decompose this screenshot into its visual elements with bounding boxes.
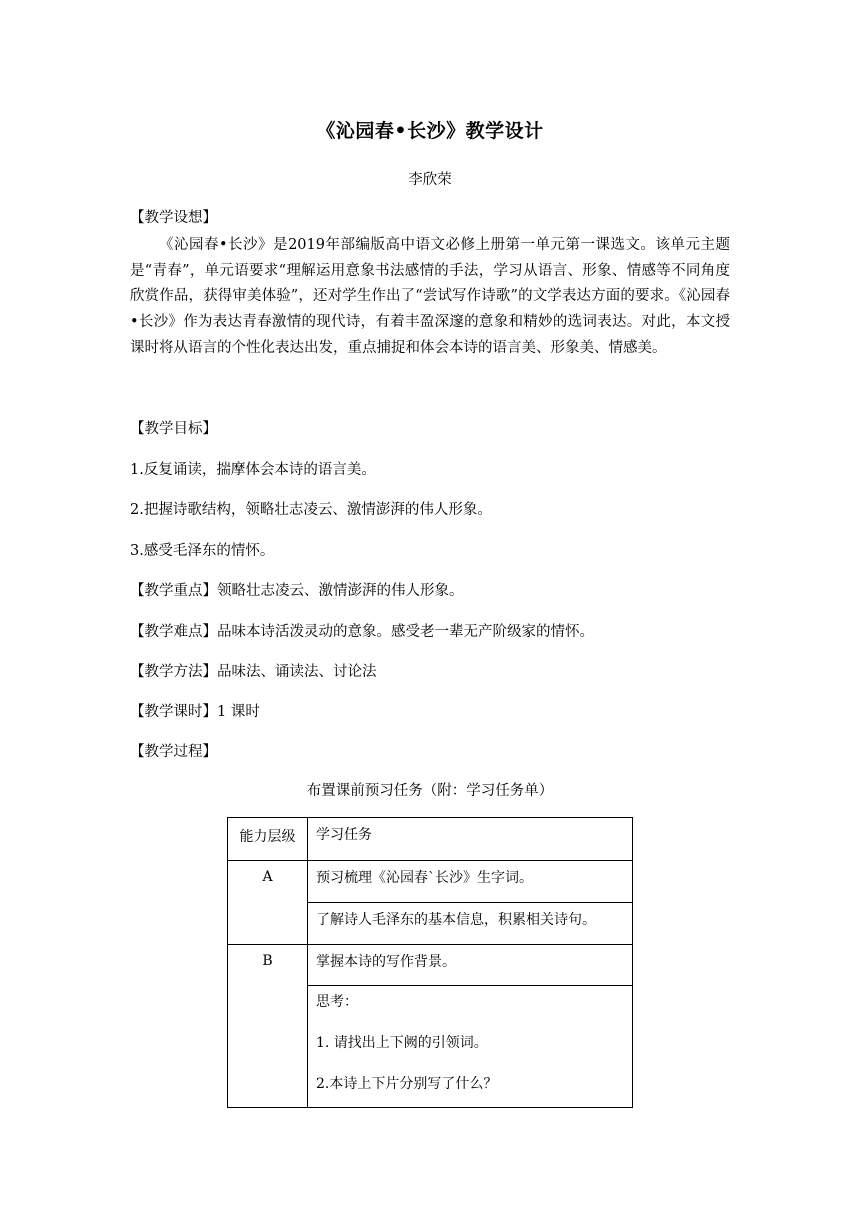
- table-row: [228, 945, 633, 986]
- think-label: 思考：: [316, 994, 358, 1010]
- think-item-2: 2.本诗上下片分别写了什么？: [316, 1076, 498, 1092]
- table-caption: 布置课前预习任务（附：学习任务单）: [306, 783, 554, 799]
- header-level: 能力层级: [228, 818, 308, 861]
- goal-item-3: 3.感受毛泽东的情怀。: [130, 543, 275, 559]
- document-title: 《沁园春•长沙》教学设计: [316, 120, 544, 142]
- level-b: B: [228, 945, 308, 1108]
- task-table: [227, 817, 633, 1108]
- table-row: [228, 861, 633, 903]
- goal-item-2: 2.把握诗歌结构，领略壮志凌云、激情澎湃的伟人形象。: [130, 502, 492, 518]
- key-point: 【教学重点】领略壮志凌云、激情澎湃的伟人形象。: [130, 583, 464, 599]
- author-name: 李欣荣: [408, 172, 452, 188]
- methods: 【教学方法】品味法、诵读法、讨论法: [130, 664, 377, 680]
- class-hours: 【教学课时】1 课时: [130, 704, 260, 720]
- difficulty: 【教学难点】品味本诗活泼灵动的意象。感受老一辈无产阶级家的情怀。: [130, 624, 594, 640]
- header-task: 学习任务: [308, 818, 633, 861]
- task-b-1: 掌握本诗的写作背景。: [308, 945, 633, 986]
- table-header-row: [228, 818, 633, 861]
- goal-item-1: 1.反复诵读，揣摩体会本诗的语言美。: [130, 462, 376, 478]
- task-a-2: 了解诗人毛泽东的基本信息，积累相关诗句。: [308, 903, 633, 945]
- task-a-1: 预习梳理《沁园春`长沙》生字词。: [308, 861, 633, 903]
- idea-heading: 【教学设想】: [130, 210, 217, 226]
- process-heading: 【教学过程】: [130, 744, 217, 760]
- think-item-1: 1. 请找出上下阙的引领词。: [316, 1035, 488, 1051]
- goals-heading: 【教学目标】: [130, 421, 217, 437]
- think-cell: [308, 986, 633, 1108]
- level-a: A: [228, 861, 308, 945]
- idea-paragraph: 《沁园春•长沙》是2019年部编版高中语文必修上册第一单元第一课选文。该单元主题是“青春”，单元语要求“理解运用意象书法感情的手法，学习从语言、形象、情感等不同角度欣赏作品，获得审美体验”，还对学生作出了“尝试写作诗歌”的文学表达方面的要求。《沁园春•长沙》作为表达青春激情的现代诗，有着丰盈深邃的意象和精妙的选词表达。对此，本文授课时将从语言的个性化表达出发，重点捕捉和体会本诗的语言美、形象美、情感美。: [130, 237, 730, 356]
